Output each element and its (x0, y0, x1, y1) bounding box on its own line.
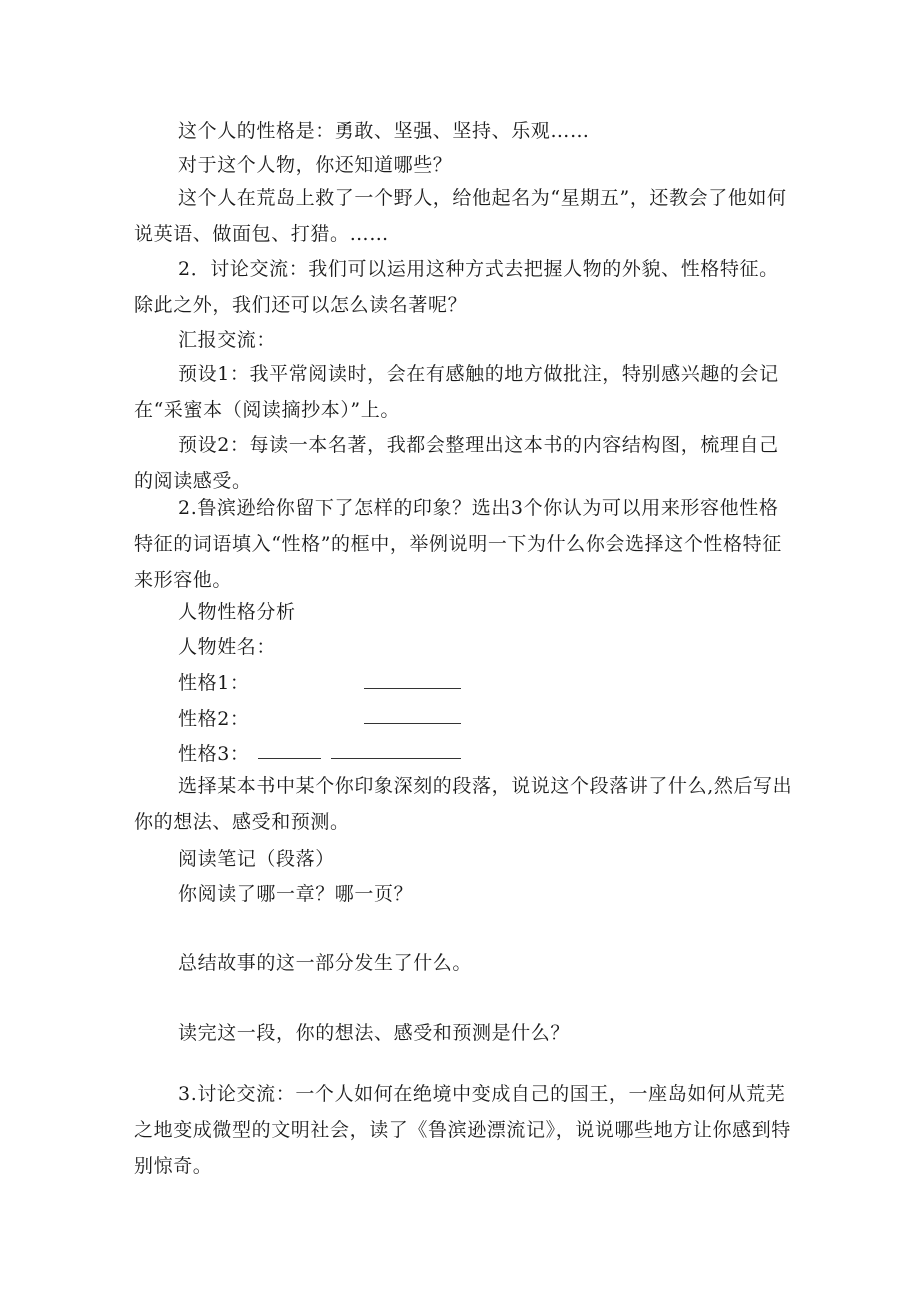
form-title: 人物性格分析 (178, 601, 296, 623)
form-label-name: 人物姓名： (178, 636, 277, 658)
paragraph-question-what-else: 对于这个人物，你还知道哪些？ (178, 154, 453, 176)
notes-question-summary: 总结故事的这一部分发生了什么。 (178, 952, 473, 974)
trait-2-blank (364, 723, 461, 724)
paragraph-choose-passage: 选择某本书中某个你印象深刻的段落，说说这个段落讲了什么,然后写出你的想法、感受和预测。 (134, 775, 793, 833)
trait-3-blank-short (258, 758, 321, 759)
paragraph-preset-2: 预设2：每读一本名著，我都会整理出这本书的内容结构图，梳理自己的阅读感受。 (134, 434, 779, 492)
trait-1-blank (364, 688, 461, 689)
paragraph-personality-traits: 这个人的性格是：勇敢、坚强、坚持、乐观…… (178, 120, 590, 142)
paragraph-friday-story: 这个人在荒岛上救了一个野人，给他起名为“星期五”，还教会了他如何说英语、做面包、打猎。…… (134, 187, 787, 245)
notes-question-thoughts: 读完这一段，你的想法、感受和预测是什么？ (178, 1022, 571, 1044)
notes-heading: 阅读笔记（段落） (178, 848, 335, 870)
paragraph-impression-question: 2.鲁滨逊给你留下了怎样的印象？选出3个你认为可以用来形容他性格特征的词语填入“性格”的框中，举例说明一下为什么你会选择这个性格特征来形容他。 (134, 497, 782, 591)
paragraph-discussion-2: 2．讨论交流：我们可以运用这种方式去把握人物的外貌、性格特征。除此之外，我们还可以怎么读名著呢？ (134, 258, 779, 316)
form-label-trait-2: 性格2： (178, 708, 250, 730)
form-label-trait-1: 性格1： (178, 672, 250, 694)
paragraph-report-heading: 汇报交流： (178, 329, 277, 351)
form-label-trait-3: 性格3： (178, 743, 250, 765)
paragraph-discussion-3: 3.讨论交流：一个人如何在绝境中变成自己的国王，一座岛如何从荒芜之地变成微型的文明社会，读了《鲁滨逊漂流记》，说说哪些地方让你感到特别惊奇。 (134, 1083, 791, 1177)
trait-3-blank-long (331, 758, 461, 759)
paragraph-preset-1: 预设1：我平常阅读时，会在有感触的地方做批注，特别感兴趣的会记在“采蜜本（阅读摘抄本）”上。 (134, 363, 779, 421)
notes-question-chapter: 你阅读了哪一章？哪一页？ (178, 883, 414, 905)
